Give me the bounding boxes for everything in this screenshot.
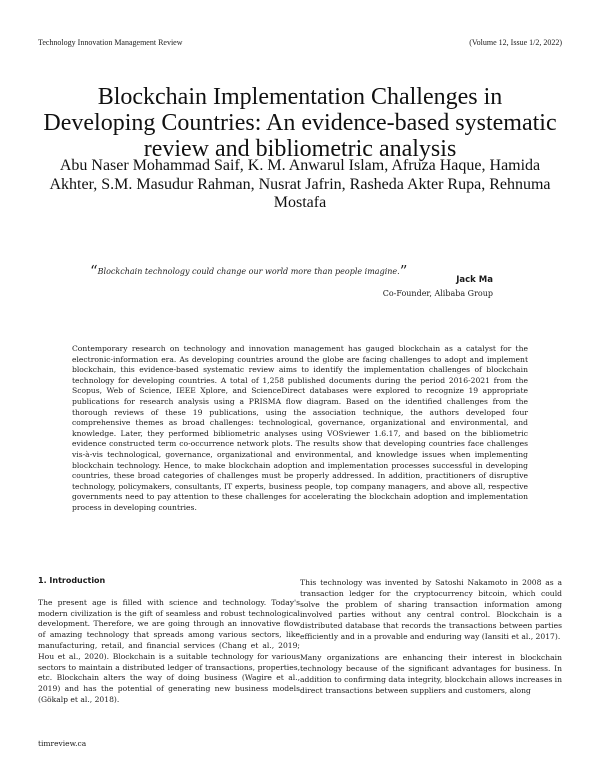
abstract: Contemporary research on technology and innovation management has gauged blockchain as a catalyst for the electronic-information era. As developing countries around the globe are facing challenges to adopt and implement blockchain, this evidence-based systematic review aims to identify the implementation challenges of blockchain technology for developing countries. A total of 1,258 published documents during the period 2016-2021 from the Scopus, Web of Science, IEEE Xplore, and ScienceDirect databases were explored to recognize 19 appropriate publications for research analysis using a PRISMA flow diagram. Based on the identified challenges from the thorough reviews of these 19 publications, using the association technique, the authors developed four comprehensive themes as broad challenges: technological, governance, organizational and environmental, and knowledge. Later, they performed bibliometric analyses using VOSviewer 1.6.17, and based on the bibliometric evidence constructed term co-occurrence network plots. The results show that developing countries face challenges vis-à-vis technological, governance, organizational and environmental, and knowledge issues when implementing blockchain technology. Hence, to make blockchain adoption and implementation processes successful in developing countries, these broad categories of challenges must be properly addressed. In addition, practitioners of disruptive technology, policymakers, consultants, IT experts, business people, top company managers, and above all, respective governments need to pay attention to these challenges for accelerating the blockchain adoption and implementation process in developing countries. (72, 344, 528, 512)
journal-name: Technology Innovation Management Review (38, 38, 183, 47)
paragraph: Many organizations are enhancing their interest in blockchain technology because of the significant advantages for business. In addition to confirming data integrity, blockchain allows increases in direct transactions between suppliers and customers, along (300, 653, 562, 695)
paragraph: The present age is filled with science and technology. Today's modern civilization is the gift of seamless and robust technological development. Therefore, we are going through an innovative flow of amazing technology that spreads among various sectors, like manufacturing, retail, and financial services (Chang et al., 2019; Hou et al., 2020). Blockchain is a suitable technology for various sectors to maintain a distributed ledger of transactions, properties, etc. Blockchain alters the way of doing business (Wagire et al., 2019) and has the potential of generating new business models (Gökalp et al., 2018). (38, 597, 300, 704)
epigraph-author-role: Co-Founder, Alibaba Group (382, 289, 493, 298)
open-quote-mark: “ (90, 262, 98, 280)
section-heading: 1. Introduction (38, 576, 106, 585)
epigraph-author: Jack Ma (456, 275, 493, 285)
paragraph: This technology was invented by Satoshi Nakamoto in 2008 as a transaction ledger for the cryptocurrency bitcoin, which could solve the problem of sharing transaction information among involved parties without any central control. Blockchain is a distributed database that records the transactions between parties efficiently and in a provable and enduring way (Iansiti et al., 2017). (300, 578, 562, 641)
epigraph-text: Blockchain technology could change our world more than people imagine. (97, 267, 400, 276)
right-column (300, 578, 562, 707)
close-quote-mark: ” (399, 262, 408, 280)
author-list: Abu Naser Mohammad Saif, K. M. Anwarul Islam, Afruza Haque, Hamida Akhter, S.M. Masudur Rahman, Nusrat Jafrin, Rasheda Akter Rupa, Rehnuma Mostafa (49, 157, 551, 211)
issue-info: (Volume 12, Issue 1/2, 2022) (469, 38, 562, 47)
left-column (38, 576, 300, 716)
epigraph-quote (90, 262, 407, 280)
footer-site: timreview.ca (38, 739, 87, 748)
paper-title: Blockchain Implementation Challenges in Developing Countries: An evidence-based systematic review and bibliometric analysis (43, 84, 557, 162)
running-header (38, 38, 562, 47)
